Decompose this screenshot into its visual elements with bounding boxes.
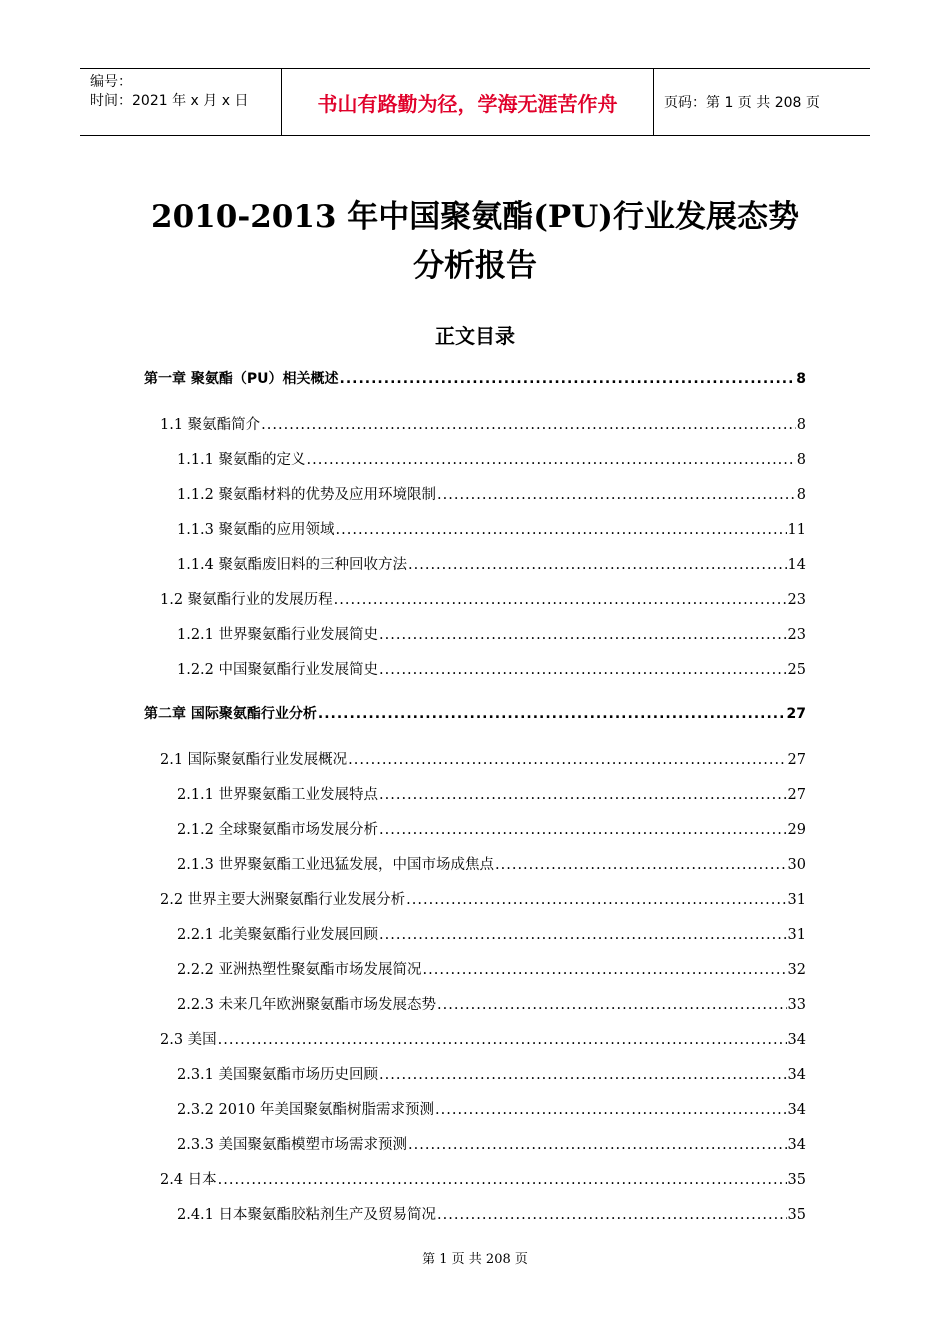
toc-leader-dots bbox=[423, 962, 787, 978]
toc-entry[interactable] bbox=[177, 553, 806, 574]
toc-leader-dots bbox=[379, 1067, 787, 1083]
toc-entry[interactable] bbox=[177, 853, 806, 874]
toc-entry[interactable] bbox=[160, 888, 806, 909]
toc-leader-dots bbox=[379, 927, 787, 943]
toc-entry-label: 第二章 国际聚氨酯行业分析 bbox=[144, 706, 317, 722]
toc-entry-page: 35 bbox=[787, 1172, 806, 1188]
toc-leader-dots bbox=[437, 997, 787, 1013]
toc-entry[interactable] bbox=[177, 923, 806, 944]
toc-leader-dots bbox=[408, 1137, 787, 1153]
toc-entry-label: 1.1.3 聚氨酯的应用领域 bbox=[177, 522, 335, 538]
toc-leader-dots bbox=[437, 1207, 787, 1223]
toc-entry-page: 35 bbox=[787, 1207, 806, 1223]
toc-entry-label: 2.3.2 2010 年美国聚氨酯树脂需求预测 bbox=[177, 1102, 435, 1118]
toc-entry-label: 2.2.3 未来几年欧洲聚氨酯市场发展态势 bbox=[177, 997, 437, 1013]
toc-entry[interactable] bbox=[177, 658, 806, 679]
toc-entry-page: 29 bbox=[787, 822, 806, 838]
header-left-cell bbox=[80, 69, 281, 135]
toc-leader-dots bbox=[435, 1102, 787, 1118]
toc-entry-label: 2.1.2 全球聚氨酯市场发展分析 bbox=[177, 822, 379, 838]
toc-entry-page: 14 bbox=[787, 557, 806, 573]
header-page-cell bbox=[654, 69, 870, 135]
toc-entry-label: 2.2.1 北美聚氨酯行业发展回顾 bbox=[177, 927, 379, 943]
toc-entry[interactable] bbox=[160, 748, 806, 769]
toc-entry-label: 2.3.3 美国聚氨酯模塑市场需求预测 bbox=[177, 1137, 408, 1153]
toc-entry-label: 2.4.1 日本聚氨酯胶粘剂生产及贸易简况 bbox=[177, 1207, 437, 1223]
toc-entry-label: 2.1 国际聚氨酯行业发展概况 bbox=[160, 752, 348, 768]
toc-leader-dots bbox=[218, 1172, 787, 1188]
toc-entry-page: 23 bbox=[787, 592, 806, 608]
report-title-line1: 2010-2013 年中国聚氨酯(PU)行业发展态势 bbox=[151, 199, 799, 235]
header-motto-cell bbox=[281, 69, 654, 135]
toc-entry-page: 34 bbox=[787, 1032, 806, 1048]
toc-entry-page: 8 bbox=[796, 452, 806, 468]
toc-leader-dots bbox=[307, 452, 796, 468]
toc-leader-dots bbox=[379, 627, 787, 643]
toc-leader-dots bbox=[495, 857, 787, 873]
toc-entry[interactable] bbox=[160, 413, 806, 434]
toc-entry[interactable] bbox=[177, 1203, 806, 1224]
toc-entry-label: 2.2 世界主要大洲聚氨酯行业发展分析 bbox=[160, 892, 406, 908]
toc-leader-dots bbox=[340, 371, 796, 387]
toc-entry[interactable] bbox=[177, 818, 806, 839]
toc-entry-label: 1.1.2 聚氨酯材料的优势及应用环境限制 bbox=[177, 487, 437, 503]
toc-entry[interactable] bbox=[177, 1133, 806, 1154]
toc-leader-dots bbox=[379, 787, 787, 803]
toc-entry-page: 11 bbox=[787, 522, 806, 538]
toc-entry-page: 8 bbox=[796, 487, 806, 503]
toc-entry[interactable] bbox=[160, 588, 806, 609]
page-footer: 第 1 页 共 208 页 bbox=[422, 1252, 528, 1267]
toc-entry-label: 1.2 聚氨酯行业的发展历程 bbox=[160, 592, 333, 608]
report-title-line2: 分析报告 bbox=[413, 248, 537, 284]
toc-entry-page: 31 bbox=[787, 927, 806, 943]
toc-entry-label: 2.1.3 世界聚氨酯工业迅猛发展，中国市场成焦点 bbox=[177, 857, 495, 873]
toc-entry-label: 1.1.1 聚氨酯的定义 bbox=[177, 452, 306, 468]
toc-entry-label: 2.4 日本 bbox=[160, 1172, 217, 1188]
toc-leader-dots bbox=[379, 662, 787, 678]
toc-leader-dots bbox=[336, 522, 787, 538]
toc-leader-dots bbox=[408, 557, 787, 573]
toc-leader-dots bbox=[406, 892, 786, 908]
toc-entry-page: 32 bbox=[787, 962, 806, 978]
page-info: 页码：第 1 页 共 208 页 bbox=[664, 95, 820, 111]
toc-entry-page: 27 bbox=[786, 706, 806, 722]
toc-entry[interactable] bbox=[177, 1063, 806, 1084]
toc-entry-label: 2.2.2 亚洲热塑性聚氨酯市场发展简况 bbox=[177, 962, 422, 978]
toc-entry-page: 31 bbox=[787, 892, 806, 908]
toc-entry-page: 34 bbox=[787, 1102, 806, 1118]
toc-entry-page: 23 bbox=[787, 627, 806, 643]
toc-leader-dots bbox=[437, 487, 796, 503]
toc-entry-page: 8 bbox=[796, 371, 806, 387]
toc-leader-dots bbox=[379, 822, 787, 838]
toc-leader-dots bbox=[218, 1032, 787, 1048]
toc-entry[interactable] bbox=[177, 623, 806, 644]
toc-entry[interactable] bbox=[160, 1028, 806, 1049]
toc-entry-page: 27 bbox=[787, 787, 806, 803]
toc-entry[interactable] bbox=[177, 518, 806, 539]
toc-entry-label: 2.1.1 世界聚氨酯工业发展特点 bbox=[177, 787, 379, 803]
toc-heading: 正文目录 bbox=[435, 324, 515, 348]
toc-entry[interactable] bbox=[177, 1098, 806, 1119]
toc-entry[interactable] bbox=[177, 783, 806, 804]
toc-entry[interactable] bbox=[177, 993, 806, 1014]
toc-entry-page: 27 bbox=[787, 752, 806, 768]
toc-entry-page: 8 bbox=[796, 417, 806, 433]
toc-leader-dots bbox=[334, 592, 787, 608]
toc-entry-page: 33 bbox=[787, 997, 806, 1013]
toc-entry-page: 30 bbox=[787, 857, 806, 873]
toc-entry[interactable] bbox=[177, 958, 806, 979]
toc-entry-label: 第一章 聚氨酯（PU）相关概述 bbox=[144, 371, 339, 387]
serial-label: 编号： bbox=[90, 74, 132, 90]
toc-entry[interactable] bbox=[177, 483, 806, 504]
toc-entry-label: 2.3.1 美国聚氨酯市场历史回顾 bbox=[177, 1067, 379, 1083]
toc-leader-dots bbox=[348, 752, 786, 768]
motto-text: 书山有路勤为径，学海无涯苦作舟 bbox=[317, 91, 618, 116]
toc-chapter-entry[interactable] bbox=[144, 703, 806, 723]
toc-leader-dots bbox=[318, 706, 786, 722]
toc-entry[interactable] bbox=[177, 448, 806, 469]
toc-entry-label: 1.1 聚氨酯简介 bbox=[160, 417, 261, 433]
toc-entry[interactable] bbox=[160, 1168, 806, 1189]
toc-chapter-entry[interactable] bbox=[144, 368, 806, 388]
toc-entry-label: 2.3 美国 bbox=[160, 1032, 217, 1048]
toc-leader-dots bbox=[261, 417, 796, 433]
toc-entry-page: 25 bbox=[787, 662, 806, 678]
header-table bbox=[80, 68, 870, 136]
time-label: 时间：2021 年 x 月 x 日 bbox=[90, 93, 249, 109]
toc-entry-page: 34 bbox=[787, 1137, 806, 1153]
toc-entry-label: 1.1.4 聚氨酯废旧料的三种回收方法 bbox=[177, 557, 408, 573]
toc-entry-page: 34 bbox=[787, 1067, 806, 1083]
toc-entry-label: 1.2.1 世界聚氨酯行业发展简史 bbox=[177, 627, 379, 643]
toc-entry-label: 1.2.2 中国聚氨酯行业发展简史 bbox=[177, 662, 379, 678]
